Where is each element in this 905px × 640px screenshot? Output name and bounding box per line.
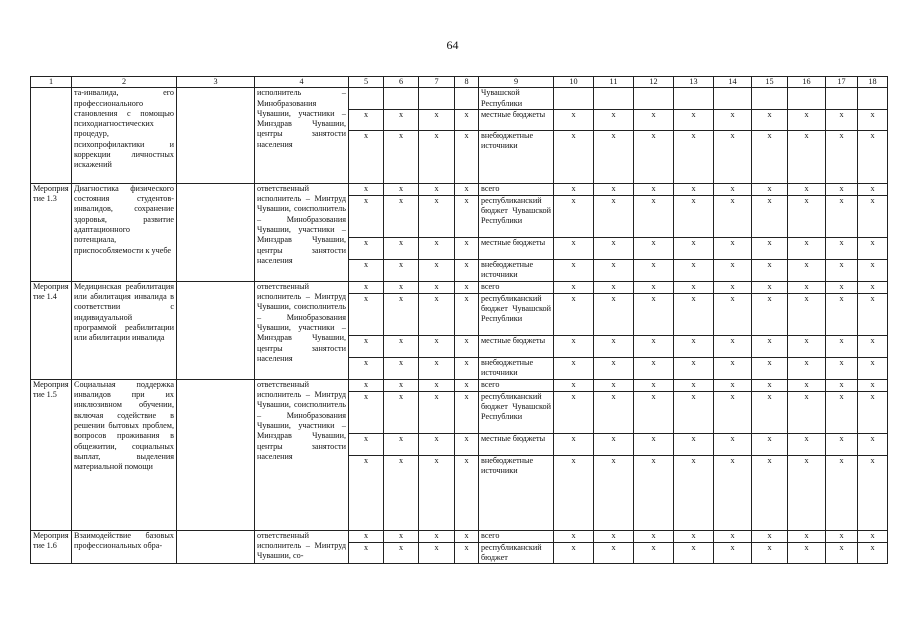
cell-c1: Мероприятие 1.6 <box>31 530 72 564</box>
cell-mark: x <box>554 183 594 195</box>
column-header: 16 <box>788 77 826 88</box>
cell-mark: x <box>349 542 384 564</box>
cell-mark <box>674 88 714 110</box>
cell-mark: x <box>858 259 888 281</box>
cell-c1: Мероприятие 1.5 <box>31 379 72 530</box>
cell-mark: x <box>349 195 384 237</box>
cell-mark: x <box>349 391 384 433</box>
cell-mark: x <box>714 379 752 391</box>
cell-mark: x <box>554 281 594 293</box>
table-row <box>31 183 888 195</box>
cell-c2: Медицинская реабилитация или абилитация инвалида в соответствии с индивидуальной программой реабилитации или абилитации инвалида <box>72 281 177 379</box>
cell-mark: x <box>714 259 752 281</box>
cell-mark: x <box>674 357 714 379</box>
cell-mark: x <box>455 183 479 195</box>
cell-mark: x <box>714 195 752 237</box>
cell-c4: исполнитель – Минобразования Чувашии, участники – Минздрав Чувашии, центры занятости населения <box>255 88 349 184</box>
cell-mark: x <box>858 357 888 379</box>
column-header: 17 <box>826 77 858 88</box>
cell-mark: x <box>674 542 714 564</box>
cell-mark: x <box>674 195 714 237</box>
header-row <box>31 77 888 88</box>
cell-mark: x <box>419 195 455 237</box>
cell-mark: x <box>634 237 674 259</box>
cell-mark: x <box>858 237 888 259</box>
cell-mark <box>858 88 888 110</box>
cell-mark: x <box>634 109 674 130</box>
cell-funding-source: местные бюджеты <box>479 237 554 259</box>
cell-mark: x <box>554 259 594 281</box>
cell-mark: x <box>384 130 419 183</box>
cell-funding-source: республиканский бюджет Чувашской Республики <box>479 195 554 237</box>
cell-col3 <box>177 530 255 564</box>
cell-mark: x <box>455 335 479 357</box>
cell-mark: x <box>674 391 714 433</box>
cell-mark: x <box>752 293 788 335</box>
column-header: 11 <box>594 77 634 88</box>
cell-mark: x <box>419 335 455 357</box>
cell-mark: x <box>674 237 714 259</box>
column-header: 2 <box>72 77 177 88</box>
cell-mark: x <box>858 379 888 391</box>
cell-mark: x <box>594 335 634 357</box>
cell-mark: x <box>858 433 888 455</box>
cell-mark: x <box>554 195 594 237</box>
cell-mark: x <box>752 455 788 530</box>
cell-col3 <box>177 281 255 379</box>
cell-mark: x <box>714 542 752 564</box>
cell-mark: x <box>349 183 384 195</box>
cell-funding-source: всего <box>479 530 554 542</box>
cell-mark: x <box>554 109 594 130</box>
cell-mark: x <box>826 379 858 391</box>
cell-mark: x <box>455 379 479 391</box>
cell-mark: x <box>554 455 594 530</box>
column-header: 6 <box>384 77 419 88</box>
cell-mark: x <box>634 293 674 335</box>
cell-funding-source: внебюджетные источники <box>479 455 554 530</box>
cell-col3 <box>177 183 255 281</box>
table-row <box>31 88 888 110</box>
cell-mark <box>594 88 634 110</box>
cell-mark: x <box>714 293 752 335</box>
cell-mark: x <box>858 530 888 542</box>
cell-mark: x <box>858 391 888 433</box>
cell-mark: x <box>752 109 788 130</box>
cell-mark <box>384 88 419 110</box>
cell-mark: x <box>858 130 888 183</box>
cell-mark: x <box>384 109 419 130</box>
cell-mark: x <box>826 259 858 281</box>
cell-c2: Диагностика физического состояния студентов-инвалидов, сохранение здоровья, развитие адаптационного потенциала, приспособляемости к учебе <box>72 183 177 281</box>
cell-mark: x <box>714 455 752 530</box>
cell-mark: x <box>858 542 888 564</box>
cell-funding-source: местные бюджеты <box>479 109 554 130</box>
cell-mark: x <box>594 281 634 293</box>
cell-c4: ответственный исполнитель – Минтруд Чувашии, соисполнитель – Минобразования Чувашии, участники – Минздрав Чувашии, центры занятости населения <box>255 379 349 530</box>
cell-mark: x <box>349 530 384 542</box>
column-header: 18 <box>858 77 888 88</box>
cell-c4: ответственный исполнитель – Минтруд Чувашии, соисполнитель – Минобразования Чувашии, участники – Минздрав Чувашии, центры занятости населения <box>255 281 349 379</box>
cell-mark: x <box>419 357 455 379</box>
cell-mark <box>349 88 384 110</box>
cell-mark: x <box>554 530 594 542</box>
cell-mark: x <box>674 293 714 335</box>
cell-mark: x <box>752 391 788 433</box>
cell-mark: x <box>826 195 858 237</box>
cell-mark: x <box>826 293 858 335</box>
cell-mark: x <box>419 281 455 293</box>
cell-mark: x <box>349 455 384 530</box>
cell-mark: x <box>714 237 752 259</box>
cell-mark: x <box>349 293 384 335</box>
cell-mark: x <box>826 183 858 195</box>
cell-mark: x <box>594 433 634 455</box>
cell-funding-source: республиканский бюджет <box>479 542 554 564</box>
cell-mark: x <box>788 281 826 293</box>
cell-mark: x <box>752 183 788 195</box>
cell-mark: x <box>594 183 634 195</box>
cell-c1: Мероприятие 1.4 <box>31 281 72 379</box>
page-number: 64 <box>446 38 459 52</box>
table-row <box>31 281 888 293</box>
cell-mark: x <box>826 357 858 379</box>
cell-c2: Взаимодействие базовых профессиональных обра- <box>72 530 177 564</box>
cell-funding-source: внебюджетные источники <box>479 357 554 379</box>
cell-mark <box>788 88 826 110</box>
cell-mark: x <box>594 455 634 530</box>
cell-mark <box>455 88 479 110</box>
cell-mark: x <box>674 130 714 183</box>
cell-mark: x <box>634 259 674 281</box>
cell-mark: x <box>384 433 419 455</box>
cell-mark: x <box>419 293 455 335</box>
cell-mark: x <box>419 237 455 259</box>
cell-mark: x <box>455 259 479 281</box>
cell-mark <box>714 88 752 110</box>
cell-mark: x <box>594 530 634 542</box>
cell-mark: x <box>349 335 384 357</box>
cell-mark <box>826 88 858 110</box>
cell-mark: x <box>674 259 714 281</box>
cell-mark: x <box>384 195 419 237</box>
cell-mark: x <box>455 433 479 455</box>
cell-mark: x <box>349 109 384 130</box>
cell-mark: x <box>788 379 826 391</box>
column-header: 8 <box>455 77 479 88</box>
cell-c1 <box>31 88 72 184</box>
cell-mark: x <box>419 130 455 183</box>
cell-mark: x <box>634 335 674 357</box>
cell-mark: x <box>788 530 826 542</box>
cell-mark: x <box>788 391 826 433</box>
cell-mark: x <box>554 335 594 357</box>
cell-mark: x <box>455 293 479 335</box>
cell-mark: x <box>419 542 455 564</box>
cell-c2: та-инвалида, его профессионального становления с помощью психодиагностических процедур, психопрофилактики и коррекции личностных искажений <box>72 88 177 184</box>
cell-funding-source: местные бюджеты <box>479 433 554 455</box>
cell-mark: x <box>674 109 714 130</box>
cell-mark: x <box>788 293 826 335</box>
cell-mark: x <box>752 259 788 281</box>
cell-mark <box>419 88 455 110</box>
cell-mark: x <box>826 130 858 183</box>
cell-mark: x <box>674 433 714 455</box>
cell-mark: x <box>384 455 419 530</box>
cell-mark: x <box>455 281 479 293</box>
cell-mark <box>554 88 594 110</box>
cell-mark: x <box>788 433 826 455</box>
cell-mark: x <box>858 455 888 530</box>
cell-mark: x <box>826 237 858 259</box>
cell-mark: x <box>826 530 858 542</box>
cell-mark: x <box>634 183 674 195</box>
cell-mark: x <box>788 237 826 259</box>
cell-mark: x <box>752 357 788 379</box>
cell-mark: x <box>554 433 594 455</box>
column-header: 10 <box>554 77 594 88</box>
cell-mark: x <box>788 130 826 183</box>
cell-mark: x <box>419 433 455 455</box>
cell-funding-source: Чувашской Республики <box>479 88 554 110</box>
column-header: 15 <box>752 77 788 88</box>
cell-mark: x <box>714 130 752 183</box>
cell-funding-source: республиканский бюджет Чувашской Республики <box>479 293 554 335</box>
cell-mark: x <box>674 281 714 293</box>
cell-mark: x <box>419 183 455 195</box>
column-header: 9 <box>479 77 554 88</box>
cell-mark: x <box>674 379 714 391</box>
cell-mark: x <box>634 281 674 293</box>
cell-c2: Социальная поддержка инвалидов при их инклюзивном обучении, включая содействие в решении бытовых проблем, вопросов проживания в общежитии, социальных выплат, выделения материальной помощи <box>72 379 177 530</box>
cell-mark: x <box>674 455 714 530</box>
cell-mark <box>752 88 788 110</box>
cell-mark: x <box>752 335 788 357</box>
cell-mark: x <box>634 195 674 237</box>
cell-mark: x <box>826 281 858 293</box>
cell-mark: x <box>634 391 674 433</box>
cell-mark: x <box>752 379 788 391</box>
cell-col3 <box>177 379 255 530</box>
column-header: 5 <box>349 77 384 88</box>
column-header: 3 <box>177 77 255 88</box>
cell-mark: x <box>349 357 384 379</box>
cell-mark: x <box>788 259 826 281</box>
column-header: 13 <box>674 77 714 88</box>
cell-mark: x <box>455 195 479 237</box>
cell-mark: x <box>752 281 788 293</box>
cell-mark: x <box>455 130 479 183</box>
cell-mark: x <box>858 183 888 195</box>
cell-mark: x <box>634 530 674 542</box>
cell-mark: x <box>858 281 888 293</box>
cell-mark: x <box>826 109 858 130</box>
cell-funding-source: внебюджетные источники <box>479 259 554 281</box>
cell-mark: x <box>455 109 479 130</box>
cell-mark: x <box>788 357 826 379</box>
cell-mark: x <box>349 379 384 391</box>
cell-funding-source: внебюджетные источники <box>479 130 554 183</box>
cell-mark: x <box>384 542 419 564</box>
cell-mark: x <box>752 433 788 455</box>
cell-mark: x <box>419 259 455 281</box>
program-table <box>30 76 888 564</box>
cell-mark: x <box>349 281 384 293</box>
cell-mark: x <box>554 379 594 391</box>
table-row <box>31 379 888 391</box>
cell-mark: x <box>384 391 419 433</box>
cell-mark: x <box>419 530 455 542</box>
cell-mark: x <box>714 391 752 433</box>
cell-mark: x <box>554 237 594 259</box>
cell-mark: x <box>384 259 419 281</box>
cell-mark: x <box>455 237 479 259</box>
column-header: 7 <box>419 77 455 88</box>
cell-mark: x <box>752 130 788 183</box>
cell-mark: x <box>349 433 384 455</box>
table-row <box>31 530 888 542</box>
cell-mark: x <box>419 109 455 130</box>
cell-mark: x <box>384 530 419 542</box>
column-header: 14 <box>714 77 752 88</box>
cell-funding-source: местные бюджеты <box>479 335 554 357</box>
cell-mark: x <box>384 293 419 335</box>
cell-mark: x <box>858 293 888 335</box>
cell-mark: x <box>634 379 674 391</box>
cell-mark: x <box>714 357 752 379</box>
cell-mark: x <box>788 183 826 195</box>
cell-mark: x <box>455 542 479 564</box>
cell-mark: x <box>594 391 634 433</box>
cell-mark: x <box>594 357 634 379</box>
cell-mark: x <box>788 335 826 357</box>
cell-mark: x <box>384 379 419 391</box>
cell-mark: x <box>594 293 634 335</box>
cell-mark: x <box>714 281 752 293</box>
cell-mark: x <box>384 335 419 357</box>
cell-mark: x <box>714 183 752 195</box>
cell-mark: x <box>419 455 455 530</box>
cell-c4: ответственный исполнитель – Минтруд Чувашии, со- <box>255 530 349 564</box>
cell-mark: x <box>384 281 419 293</box>
cell-mark: x <box>858 109 888 130</box>
cell-mark: x <box>634 455 674 530</box>
cell-mark: x <box>714 433 752 455</box>
cell-mark: x <box>634 433 674 455</box>
cell-mark: x <box>826 542 858 564</box>
cell-mark: x <box>455 391 479 433</box>
cell-col3 <box>177 88 255 184</box>
cell-mark: x <box>674 335 714 357</box>
cell-mark: x <box>594 109 634 130</box>
cell-mark: x <box>384 183 419 195</box>
cell-mark: x <box>752 237 788 259</box>
cell-mark: x <box>788 109 826 130</box>
cell-mark: x <box>826 433 858 455</box>
cell-funding-source: всего <box>479 281 554 293</box>
column-header: 4 <box>255 77 349 88</box>
cell-mark: x <box>674 530 714 542</box>
cell-mark: x <box>455 455 479 530</box>
cell-mark: x <box>384 357 419 379</box>
cell-mark: x <box>826 455 858 530</box>
cell-mark: x <box>714 530 752 542</box>
cell-mark: x <box>554 542 594 564</box>
cell-mark: x <box>594 195 634 237</box>
cell-mark <box>634 88 674 110</box>
column-header: 1 <box>31 77 72 88</box>
cell-mark: x <box>349 237 384 259</box>
cell-mark: x <box>349 130 384 183</box>
cell-mark: x <box>788 455 826 530</box>
cell-mark: x <box>634 542 674 564</box>
cell-mark: x <box>594 542 634 564</box>
cell-mark: x <box>634 357 674 379</box>
cell-mark: x <box>788 195 826 237</box>
cell-mark: x <box>752 195 788 237</box>
cell-mark: x <box>554 293 594 335</box>
cell-funding-source: всего <box>479 379 554 391</box>
cell-mark: x <box>594 237 634 259</box>
cell-funding-source: республиканский бюджет Чувашской Республики <box>479 391 554 433</box>
cell-mark: x <box>826 335 858 357</box>
cell-mark: x <box>752 542 788 564</box>
cell-mark: x <box>714 335 752 357</box>
cell-mark: x <box>826 391 858 433</box>
cell-mark: x <box>419 379 455 391</box>
cell-mark: x <box>455 530 479 542</box>
cell-mark: x <box>554 357 594 379</box>
cell-mark: x <box>674 183 714 195</box>
cell-mark: x <box>858 335 888 357</box>
cell-mark: x <box>594 130 634 183</box>
cell-mark: x <box>714 109 752 130</box>
cell-mark: x <box>594 379 634 391</box>
cell-mark: x <box>858 195 888 237</box>
cell-mark: x <box>554 391 594 433</box>
cell-mark: x <box>752 530 788 542</box>
cell-funding-source: всего <box>479 183 554 195</box>
cell-mark: x <box>634 130 674 183</box>
cell-mark: x <box>455 357 479 379</box>
cell-mark: x <box>419 391 455 433</box>
cell-mark: x <box>554 130 594 183</box>
cell-mark: x <box>349 259 384 281</box>
cell-mark: x <box>384 237 419 259</box>
cell-mark: x <box>594 259 634 281</box>
cell-c1: Мероприятие 1.3 <box>31 183 72 281</box>
cell-mark: x <box>788 542 826 564</box>
cell-c4: ответственный исполнитель – Минтруд Чувашии, соисполнитель – Минобразования Чувашии, участники – Минздрав Чувашии, центры занятости населения <box>255 183 349 281</box>
column-header: 12 <box>634 77 674 88</box>
